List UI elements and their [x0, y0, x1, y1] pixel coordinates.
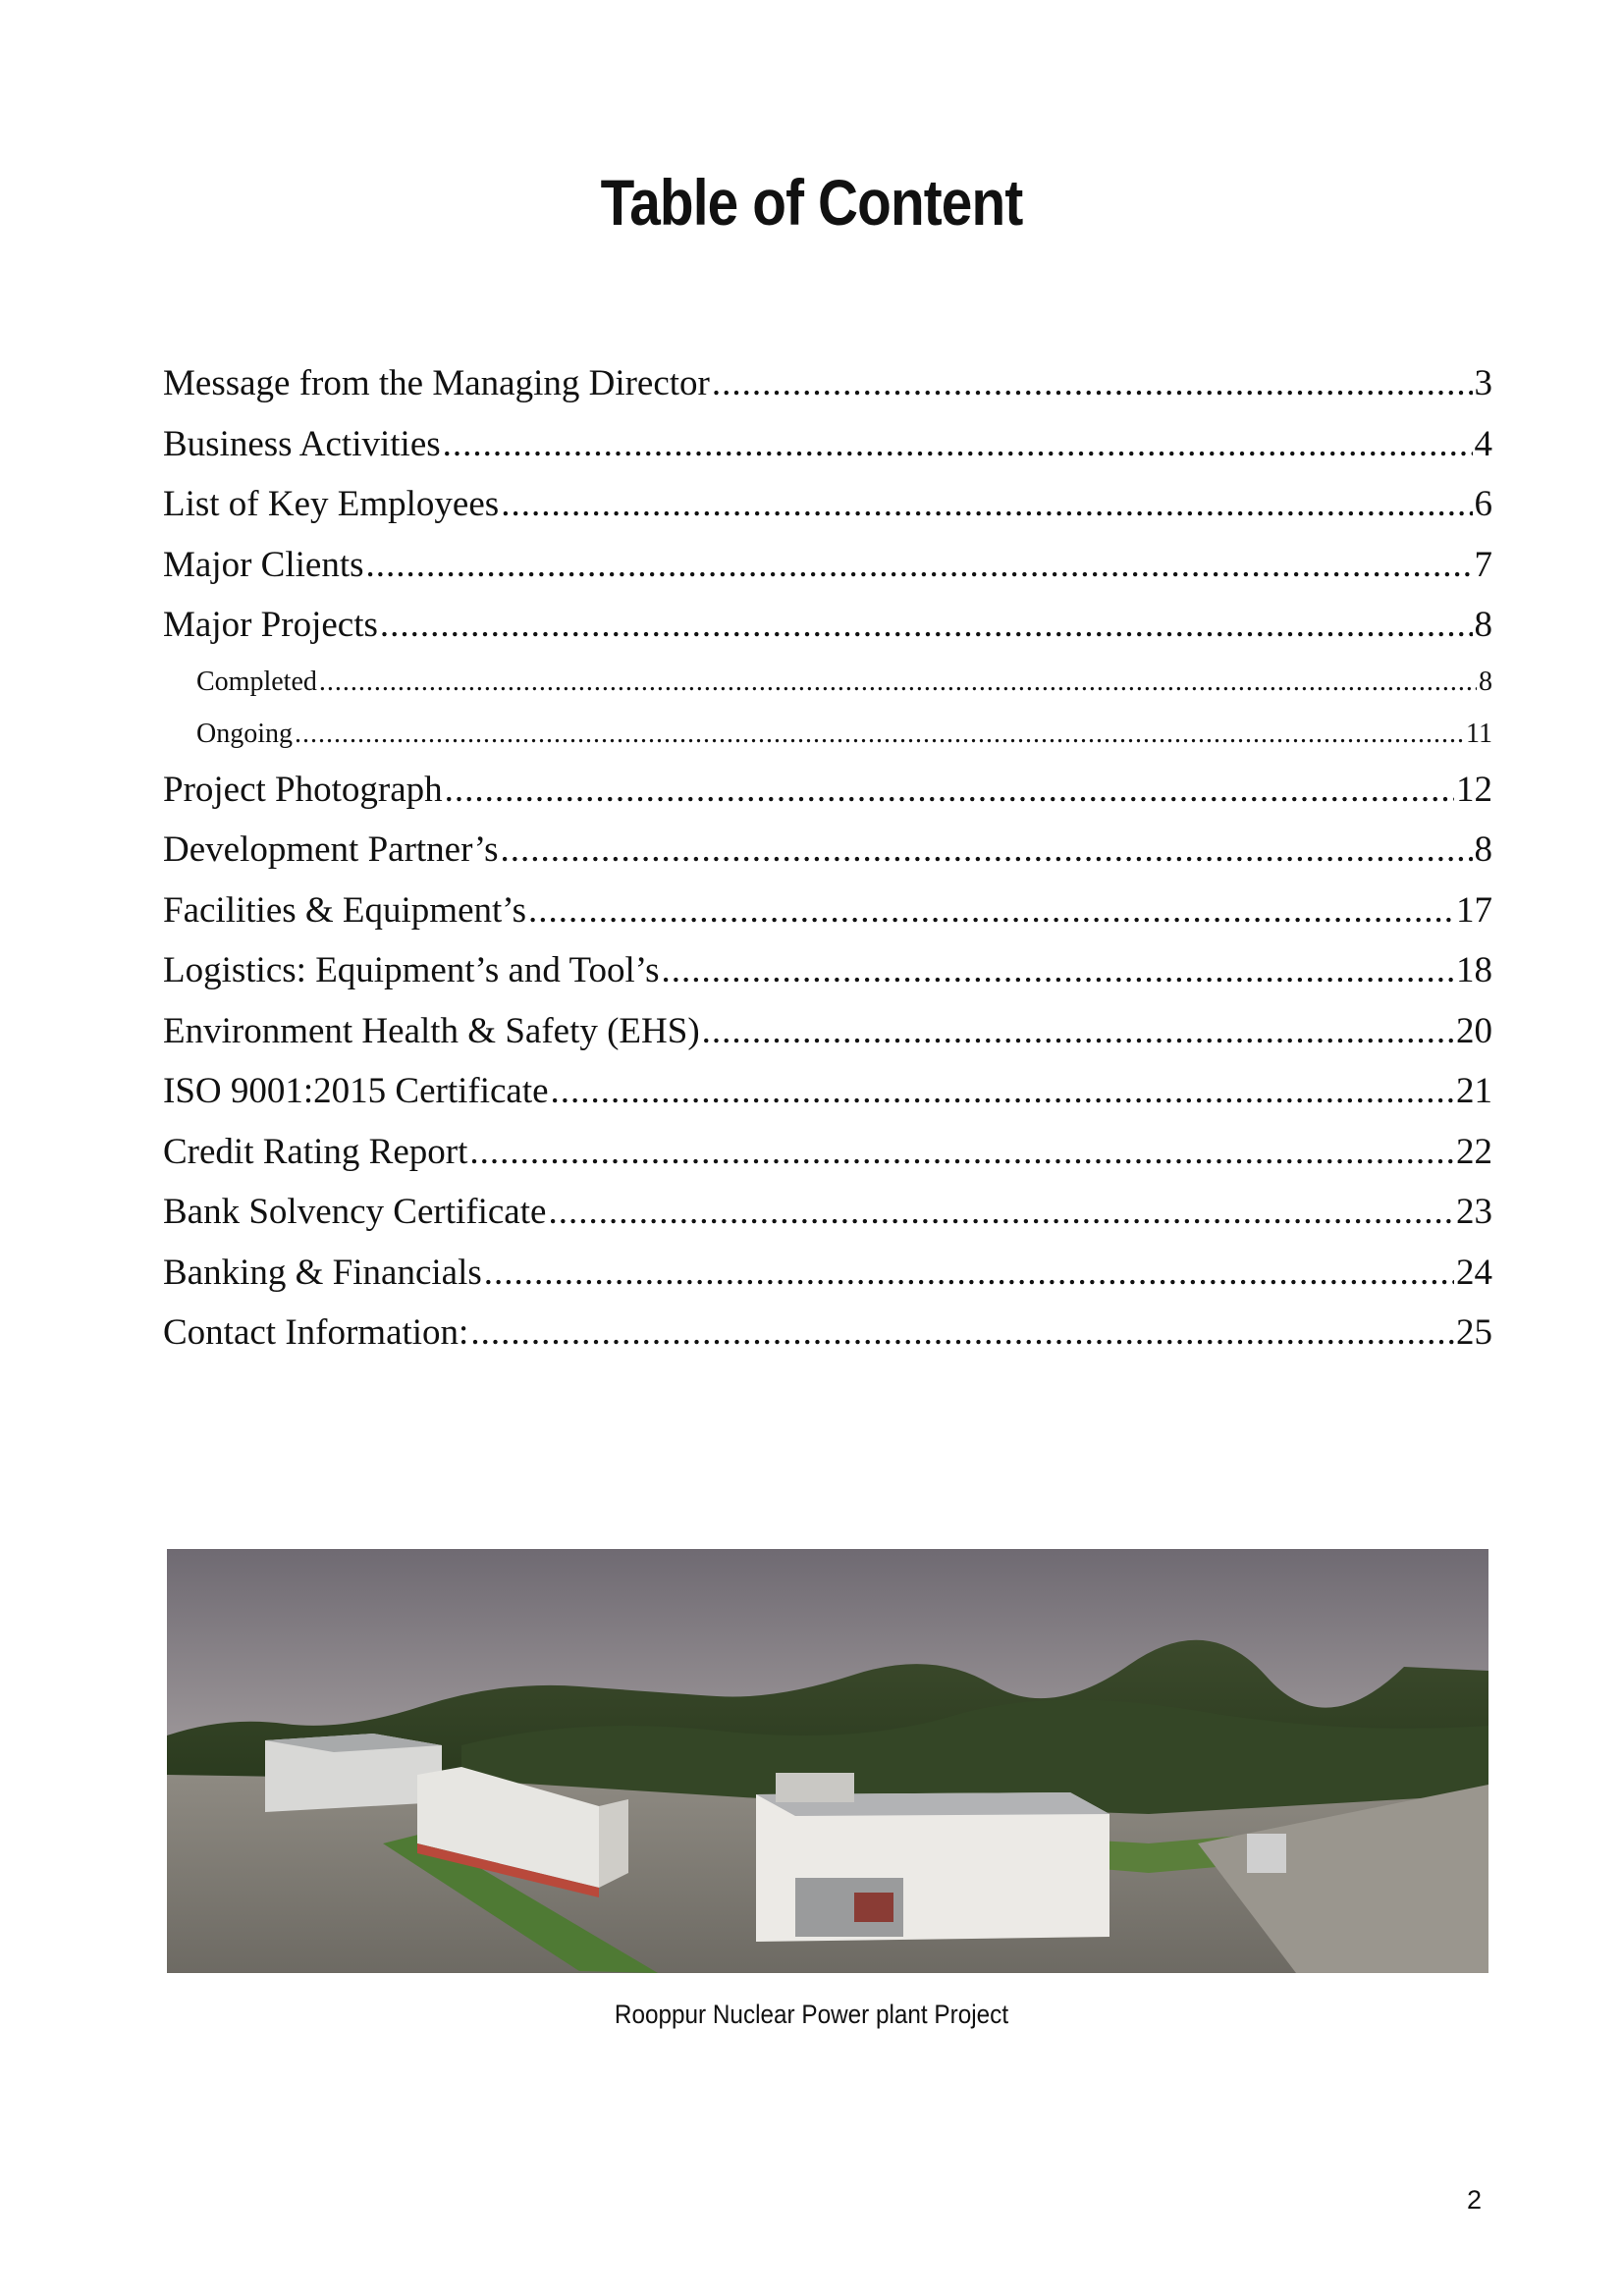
toc-leader-dots	[712, 353, 1473, 414]
toc-entry-label: Logistics: Equipment’s and Tool’s	[163, 950, 660, 990]
toc-entry[interactable]	[163, 1182, 1492, 1243]
toc-entry[interactable]	[163, 760, 1492, 821]
toc-entry[interactable]	[163, 656, 1492, 708]
toc-entry[interactable]	[163, 1303, 1492, 1363]
toc-entry-label: Contact Information:	[163, 1312, 469, 1353]
toc-leader-dots	[380, 595, 1473, 656]
toc-leader-dots	[295, 708, 1464, 760]
toc-leader-dots	[528, 881, 1454, 941]
toc-leader-dots	[548, 1182, 1454, 1243]
toc-entry-page: 4	[1474, 423, 1492, 464]
toc-entry-label: Message from the Managing Director	[163, 363, 710, 403]
toc-entry-label: Major Clients	[163, 544, 364, 585]
toc-entry-page: 8	[1474, 829, 1492, 870]
toc-entry-label: Completed	[196, 666, 317, 697]
toc-leader-dots	[445, 760, 1454, 821]
toc-entry-label: Project Photograph	[163, 769, 443, 810]
toc-leader-dots	[661, 940, 1454, 1001]
toc-entry-page: 6	[1474, 484, 1492, 524]
toc-leader-dots	[469, 1122, 1454, 1183]
toc-entry-page: 8	[1474, 605, 1492, 645]
toc-entry-label: Ongoing	[196, 718, 293, 749]
toc-entry-page: 25	[1456, 1312, 1492, 1353]
toc-entry[interactable]	[163, 820, 1492, 881]
toc-leader-dots	[484, 1243, 1454, 1304]
toc-entry-page: 17	[1456, 889, 1492, 931]
toc-leader-dots	[319, 656, 1477, 708]
toc-entry[interactable]	[163, 1122, 1492, 1183]
toc-entry-page: 24	[1456, 1252, 1492, 1293]
page-title: Table of Content	[600, 166, 1023, 239]
toc-entry[interactable]	[163, 595, 1492, 656]
toc-entry[interactable]	[163, 1061, 1492, 1122]
toc-entry-label: List of Key Employees	[163, 484, 500, 524]
toc-entry[interactable]	[163, 353, 1492, 414]
toc-entry[interactable]	[163, 940, 1492, 1001]
toc-entry-page: 20	[1456, 1010, 1492, 1051]
toc-leader-dots	[470, 1303, 1454, 1363]
toc-entry-page: 11	[1466, 718, 1492, 749]
toc-leader-dots	[702, 1001, 1454, 1062]
toc-entry[interactable]	[163, 474, 1492, 535]
toc-entry-label: Banking & Financials	[163, 1252, 482, 1293]
toc-entry-label: ISO 9001:2015 Certificate	[163, 1071, 549, 1111]
toc-entry-label: Facilities & Equipment’s	[163, 889, 526, 931]
toc-entry[interactable]	[163, 1243, 1492, 1304]
toc-entry-label: Bank Solvency Certificate	[163, 1192, 547, 1232]
toc-entry[interactable]	[163, 708, 1492, 760]
toc-leader-dots	[366, 535, 1473, 596]
toc-entry[interactable]	[163, 881, 1492, 941]
toc-entry-label: Environment Health & Safety (EHS)	[163, 1010, 700, 1051]
toc-entry-page: 23	[1456, 1192, 1492, 1232]
toc-leader-dots	[443, 414, 1473, 475]
table-of-contents	[163, 353, 1492, 1363]
toc-leader-dots	[551, 1061, 1454, 1122]
toc-entry-page: 3	[1474, 363, 1492, 403]
toc-entry-label: Business Activities	[163, 423, 441, 464]
project-photo	[167, 1549, 1488, 1973]
toc-entry[interactable]	[163, 414, 1492, 475]
toc-entry-page: 7	[1474, 544, 1492, 585]
toc-leader-dots	[500, 820, 1472, 881]
toc-entry-page: 12	[1456, 769, 1492, 810]
toc-entry-page: 18	[1456, 950, 1492, 990]
toc-entry-page: 8	[1479, 666, 1492, 697]
toc-entry-label: Major Projects	[163, 605, 378, 645]
toc-leader-dots	[501, 474, 1472, 535]
toc-entry-label: Development Partner’s	[163, 829, 499, 870]
toc-entry-label: Credit Rating Report	[163, 1131, 468, 1172]
toc-entry-page: 21	[1456, 1071, 1492, 1111]
photo-caption: Rooppur Nuclear Power plant Project	[614, 2000, 1009, 2029]
toc-entry[interactable]	[163, 535, 1492, 596]
toc-entry[interactable]	[163, 1001, 1492, 1062]
page-number: 2	[1467, 2185, 1483, 2215]
toc-entry-page: 22	[1456, 1131, 1492, 1172]
